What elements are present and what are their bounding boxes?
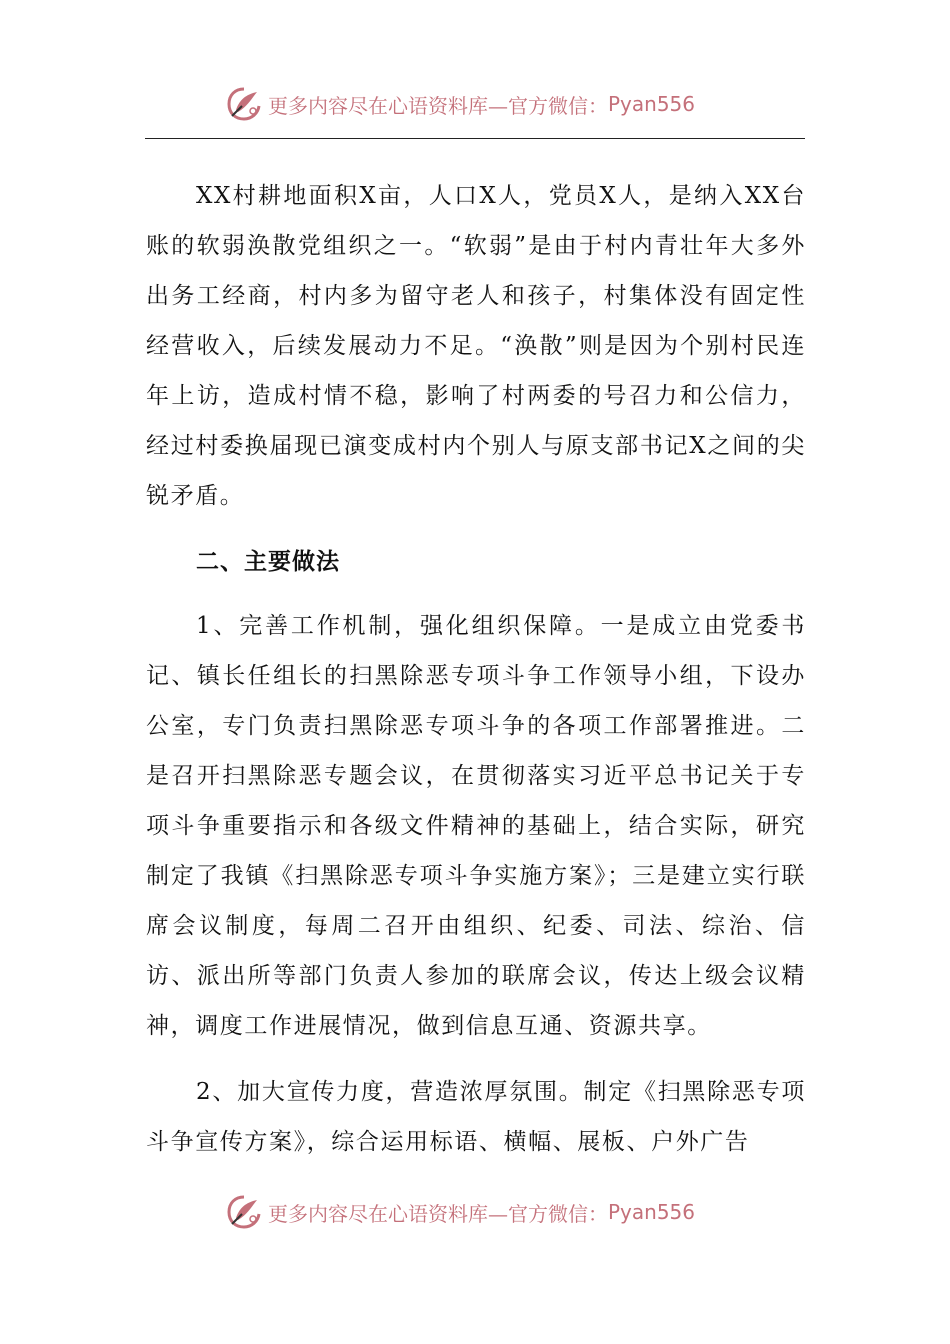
intro-paragraph: XX村耕地面积X亩，人口X人，党员X人，是纳入XX台账的软弱涣散党组织之一。“软弱”是由于村内青壮年大多外出务工经商，村内多为留守老人和孩子，村集体没有固定性经营收入，后续发展动力不足。“涣散”则是因为个别村民连年上访，造成村情不稳，影响了村两委的号召力和公信力，经过村委换届现已演变成村内个别人与原支部书记X之间的尖锐矛盾。: [146, 183, 806, 509]
logo-icon: [226, 86, 262, 122]
section-heading: 二、主要做法: [196, 549, 340, 575]
item-2-paragraph: 2、加大宣传力度，营造浓厚氛围。制定《扫黑除恶专项斗争宣传方案》，综合运用标语、横幅、展板、户外广告: [146, 1079, 806, 1155]
header-banner-text: 更多内容尽在心语资料库—官方微信：: [268, 93, 608, 118]
item-1-paragraph: 1、完善工作机制，强化组织保障。一是成立由党委书记、镇长任组长的扫黑除恶专项斗争工作领导小组，下设办公室，专门负责扫黑除恶专项斗争的各项工作部署推进。二是召开扫黑除恶专题会议，在贯彻落实习近平总书记关于专项斗争重要指示和各级文件精神的基础上，结合实际，研究制定了我镇《扫黑除恶专项斗争实施方案》；三是建立实行联席会议制度，每周二召开由组织、纪委、司法、综治、信访、派出所等部门负责人参加的联席会议，传达上级会议精神，调度工作进展情况，做到信息互通、资源共享。: [146, 613, 806, 1039]
document-body: [146, 171, 806, 1167]
header-divider: [145, 138, 805, 139]
header-wechat-id: Pyan556: [608, 92, 696, 116]
footer-banner: [226, 1192, 695, 1232]
footer-wechat-id: Pyan556: [608, 1200, 696, 1224]
header-banner: [226, 84, 695, 124]
footer-logo-icon: [226, 1194, 262, 1230]
footer-banner-text: 更多内容尽在心语资料库—官方微信：: [268, 1201, 608, 1226]
